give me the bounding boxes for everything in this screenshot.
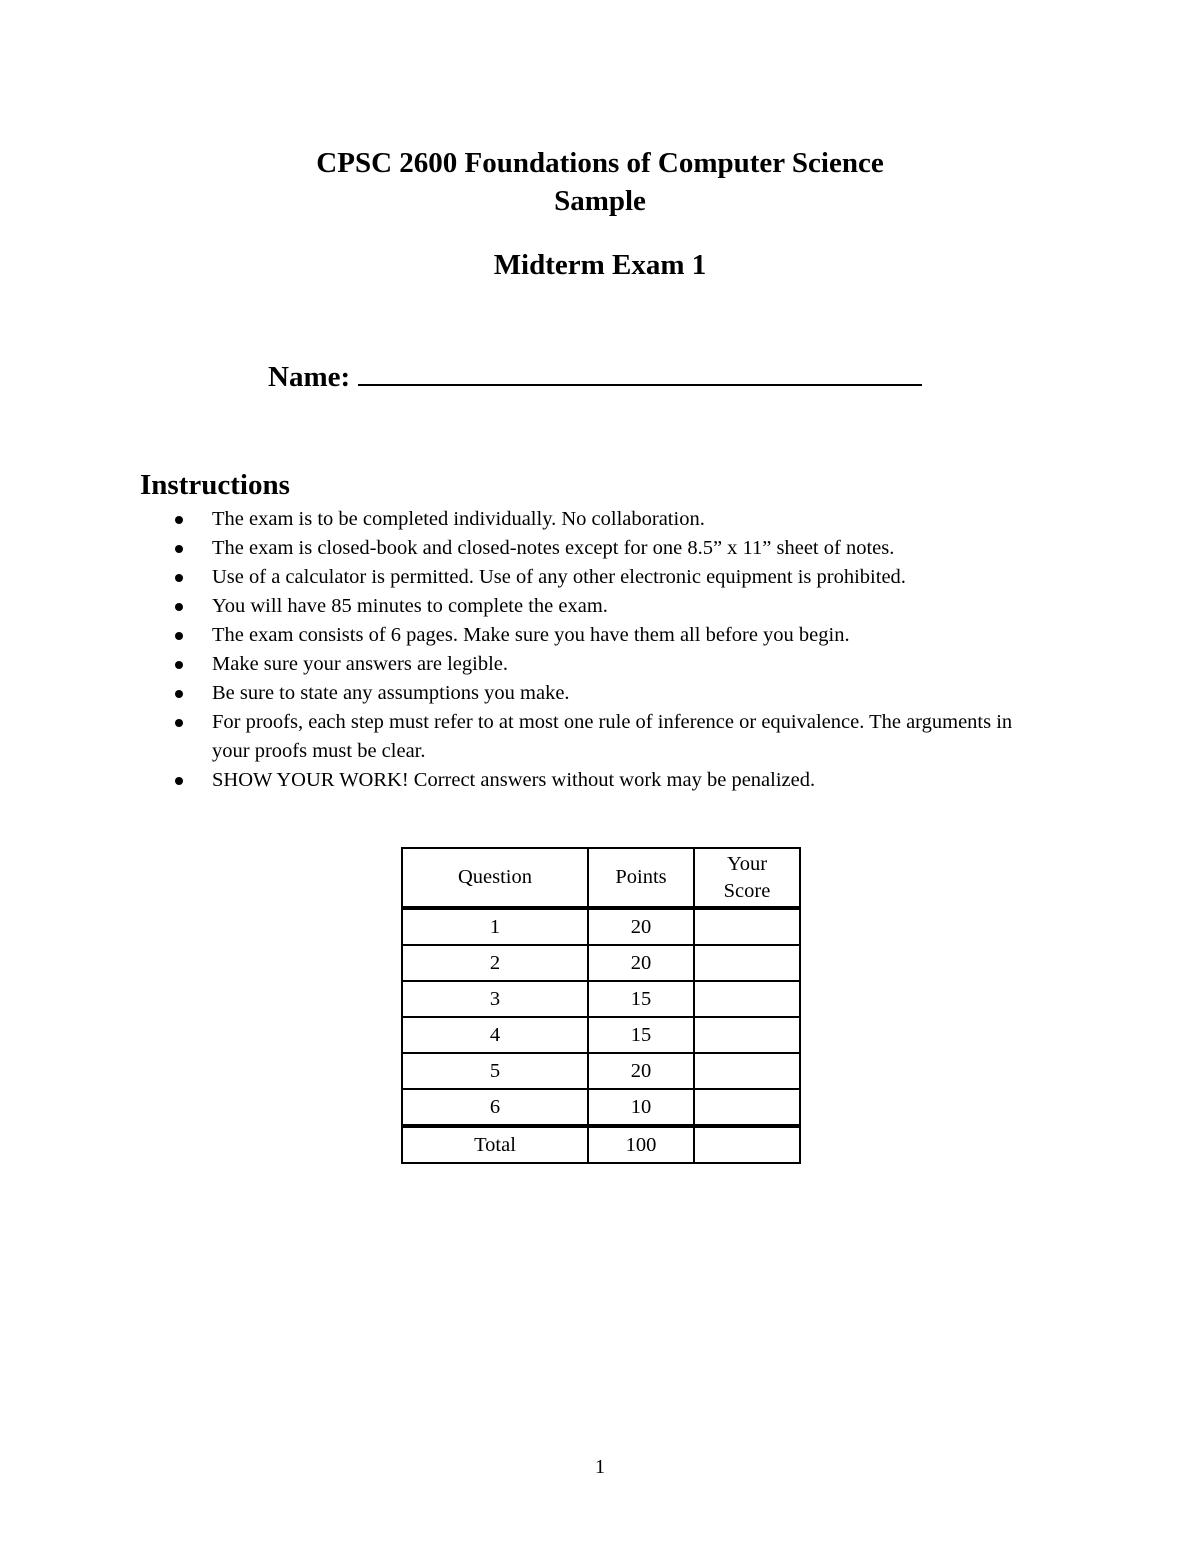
instruction-item: The exam is to be completed individually. No collaboration. <box>170 505 1050 534</box>
table-row <box>402 981 800 1017</box>
table-row <box>402 1053 800 1089</box>
total-score-cell[interactable] <box>694 1126 800 1163</box>
header-question: Question <box>402 848 588 908</box>
instruction-item: For proofs, each step must refer to at most one rule of inference or equivalence. The arguments in your proofs must be clear. <box>170 708 1050 766</box>
points-cell: 20 <box>588 945 694 981</box>
score-cell[interactable] <box>694 908 800 945</box>
exam-subtitle: Sample <box>554 185 646 217</box>
question-cell: 4 <box>402 1017 588 1053</box>
header-your-score-line1: Your <box>726 852 768 875</box>
instruction-item: Use of a calculator is permitted. Use of any other electronic equipment is prohibited. <box>170 563 1050 592</box>
points-cell: 20 <box>588 1053 694 1089</box>
points-cell: 15 <box>588 981 694 1017</box>
name-label: Name: <box>268 361 351 393</box>
instruction-item: SHOW YOUR WORK! Correct answers without work may be penalized. <box>170 766 1050 795</box>
score-cell[interactable] <box>694 1017 800 1053</box>
instructions-heading: Instructions <box>140 469 290 501</box>
table-row <box>402 945 800 981</box>
header-your-score-line2: Score <box>723 879 771 902</box>
score-cell[interactable] <box>694 981 800 1017</box>
course-title: CPSC 2600 Foundations of Computer Science <box>316 147 884 179</box>
table-row <box>402 908 800 945</box>
instructions-list <box>170 505 1050 795</box>
total-row <box>402 1126 800 1163</box>
instruction-item: Make sure your answers are legible. <box>170 650 1050 679</box>
question-cell: 2 <box>402 945 588 981</box>
exam-title: Midterm Exam 1 <box>493 249 707 281</box>
points-cell: 10 <box>588 1089 694 1126</box>
header-points: Points <box>588 848 694 908</box>
points-cell: 15 <box>588 1017 694 1053</box>
score-cell[interactable] <box>694 1089 800 1126</box>
question-cell: 3 <box>402 981 588 1017</box>
instruction-item: The exam consists of 6 pages. Make sure you have them all before you begin. <box>170 621 1050 650</box>
total-label-cell: Total <box>402 1126 588 1163</box>
page-number: 1 <box>594 1456 606 1478</box>
question-cell: 6 <box>402 1089 588 1126</box>
score-cell[interactable] <box>694 1053 800 1089</box>
question-cell: 1 <box>402 908 588 945</box>
header-your-score <box>694 848 800 908</box>
name-field <box>268 356 922 396</box>
points-cell: 20 <box>588 908 694 945</box>
instruction-item: The exam is closed-book and closed-notes except for one 8.5” x 11” sheet of notes. <box>170 534 1050 563</box>
total-points-cell: 100 <box>588 1126 694 1163</box>
instruction-item: You will have 85 minutes to complete the exam. <box>170 592 1050 621</box>
table-row <box>402 1017 800 1053</box>
score-table-header-row <box>402 848 800 908</box>
instruction-item: Be sure to state any assumptions you make. <box>170 679 1050 708</box>
score-table <box>401 847 801 1164</box>
table-row <box>402 1089 800 1126</box>
question-cell: 5 <box>402 1053 588 1089</box>
score-cell[interactable] <box>694 945 800 981</box>
name-blank-line[interactable] <box>358 356 922 386</box>
title-block <box>0 144 1200 220</box>
